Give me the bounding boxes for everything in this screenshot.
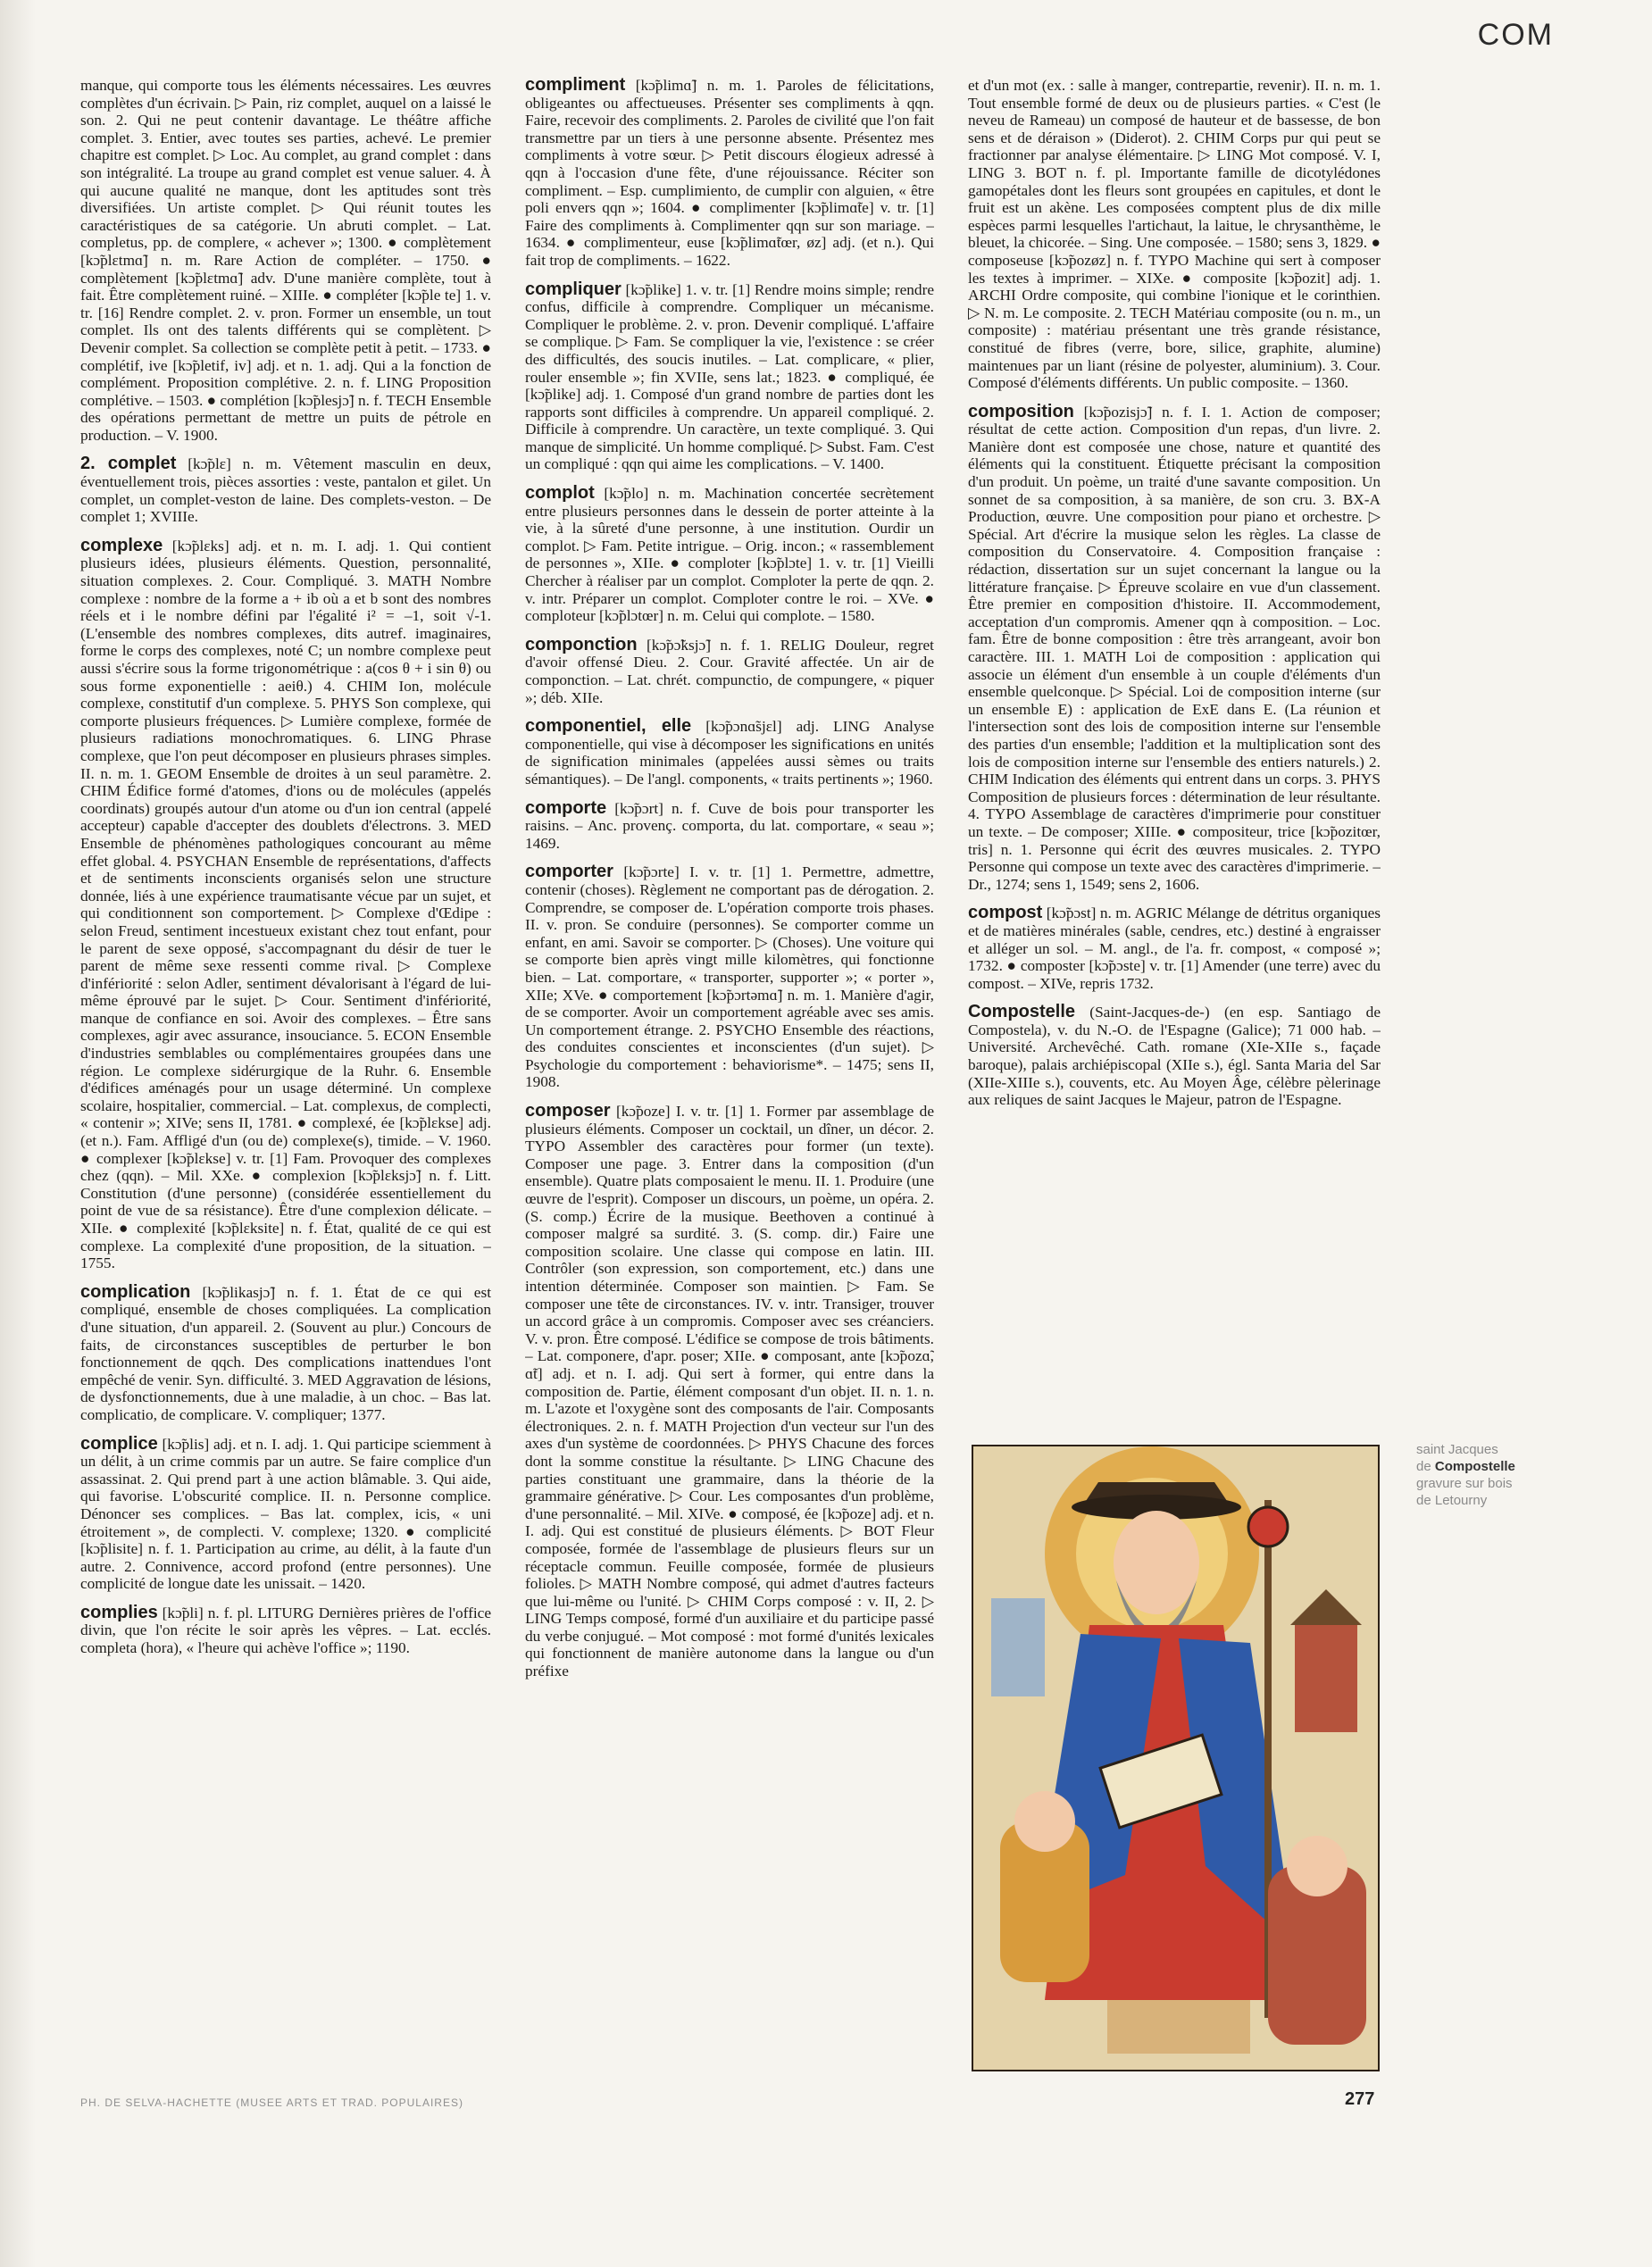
- entry-definition: [kɔ̃plikasjɔ̃] n. f. 1. État de ce qui est compliqué, ensemble de choses compliquées. La complication d'une situation, d'un appareil. 2. (Souvent au plur.) Concours de faits, de circonstances susceptibles de perturber le bon fonctionnement de qqch. Des complications inattendues l'ont empêché de venir. Syn. difficulté. 3. MED Aggravation de lésions, de dysfonctionnements, due à une maladie, à un choc. – Bas lat. complicatio, de complicare. V. compliquer; 1377.: [80, 1283, 491, 1423]
- dictionary-entry: [80, 455, 491, 525]
- caption-line-1: saint Jacques: [1416, 1442, 1498, 1457]
- dictionary-entry: [525, 634, 934, 706]
- entry-definition: [kɔ̃plimɑ̃] n. m. 1. Paroles de félicitations, obligeantes ou affectueuses. Présenter ses compliments à qqn. Faire, recevoir des compliments. 2. Paroles de civilité que l'on fait transmettre par un tiers à une personne absente. Présentez mes compliments à votre sœur. ▷ Petit discours élogieux adressé à qqn à l'occasion d'une fête, d'une réjouissance. Réciter son compliment. – Esp. cumplimiento, de cumplir con alguien, « être poli envers qqn »; 1604. ● complimenter [kɔ̃plimɑ̃te] v. tr. [1] Faire des compliments à. Complimenter qqn sur son mariage. – 1634. ● complimenteur, euse [kɔ̃plimɑ̃tœr, øz] adj. (et n.). Qui fait trop de compliments. – 1622.: [525, 77, 934, 269]
- dictionary-entry: [80, 1433, 491, 1593]
- entry-definition: [kɔ̃plɛks] adj. et n. m. I. adj. 1. Qui contient plusieurs idées, plusieurs éléments. Question, personnalité, situation complexes. 2. Cour. Compliqué. 3. MATH Nombre complexe : nombre de la forme a + ib où a et b sont des nombres réels et i le nombre défini par l'égalité i² = –1, soit √-1. (L'ensemble des nombres complexes, dits autref. imaginaires, forme le corps des complexes, noté C; un nombre complexe peut aussi s'écrire sous la forme trigonométrique : a(cos θ + i sin θ) ou sous forme exponentielle : aeiθ.) 4. CHIM Ion, molécule complexe, constitutif d'un complexe. 5. PHYS Son complexe, qui comporte plusieurs fréquences. ▷ Lumière complexe, formée de plusieurs radiations monochromatiques. 6. LING Phrase complexe, que l'on peut décomposer en plusieurs phrases simples. II. n. m. 1. GEOM Ensemble de droites à un seul paramètre. 2. CHIM Édifice formé d'atomes, d'ions ou de molécules (appelés coordinats) groupés autour d'un atome ou d'un ion central (appelé accepteur) capable d'accepter des doublets d'électrons. 3. MED Ensemble de phénomènes pathologiques concourant au même effet global. 4. PSYCHAN Ensemble de représentations, d'affects et de sentiments inconscients organisés selon une structure donnée, liés à une expérience traumatisante vécue par un sujet, et qui conditionnent son comportement. ▷ Complexe d'Œdipe : selon Freud, sentiment incestueux existant chez tout enfant, pour le parent de sexe opposé, s'accompagnant du désir de tuer le parent de même sexe ressenti comme rival. ▷ Complexe d'infériorité : selon Adler, sentiment dévalorisant à l'égard de lui-même éprouvé par le sujet. ▷ Cour. Sentiment d'infériorité, manque de confiance en soi. Avoir des complexes. – Être sans complexes, agir avec assurance, insouciance. 5. ECON Ensemble d'industries semblables ou complémentaires groupées dans une région. Le complexe sidérurgique de la Ruhr. 6. Ensemble d'édifices aménagés pour un usage déterminé. Un complexe scolaire, hospitalier, commercial. – Lat. complexus, de complecti, « contenir »; XIVe; sens II, 1781. ● complexé, ée [kɔ̃plɛkse] adj. (et n.). Fam. Affligé d'un (ou de) complexe(s), timide. – V. 1960. ● complexer [kɔ̃plɛkse] v. tr. [1] Fam. Provoquer des complexes chez (qqn). – Mil. XXe. ● complexion [kɔ̃plɛksjɔ̃] n. f. Litt. Constitution (d'une personne) (considérée essentiellement du point de vue de sa résistance). Être d'une complexion délicate. – XIIe. ● complexité [kɔ̃plɛksite] n. f. État, qualité de ce qui est complexe. La complexité d'une proposition, de la situation. – 1755.: [80, 537, 491, 1272]
- entry-definition: [kɔ̃plis] adj. et n. I. adj. 1. Qui participe sciemment à un délit, à un crime commis par un autre. Se faire complice d'un assassinat. 2. Qui prend part à une action blâmable. 3. Qui aide, qui favorise. L'obscurité complice. II. n. Personne complice. Dénoncer ses complices. – Bas lat. complex, icis, « uni étroitement », de complecti. V. complexe; 1320. ● complicité [kɔ̃plisite] n. f. 1. Participation au crime, au délit, à la faute d'un autre. 2. Connivence, accord profond (entre personnes). Une complicité de longue date les unissait. – 1420.: [80, 1435, 491, 1593]
- entry-headword: Compostelle: [968, 1002, 1076, 1022]
- illustration-caption: [1416, 1441, 1550, 1509]
- dictionary-entry: [968, 401, 1381, 894]
- entry-headword: compliquer: [525, 279, 622, 299]
- entry-headword: complies: [80, 1602, 158, 1622]
- entry-headword: comporter: [525, 862, 613, 882]
- entry-definition: [kɔ̃pɔst] n. m. AGRIC Mélange de détritus organiques et de matières minérales (sable, cendres, etc.) destiné à engraisser et alléger un sol. – M. angl., de l'a. fr. compost, « composé »; 1732. ● composter [kɔ̃pɔste] v. tr. [1] Amender (une terre) avec du compost. – XIVe, repris 1732.: [968, 904, 1381, 992]
- dictionary-entry: [525, 797, 934, 853]
- entry-headword: compliment: [525, 77, 626, 95]
- dictionary-entry: [968, 1004, 1381, 1109]
- dictionary-entry: [525, 863, 934, 1091]
- entry-headword: complication: [80, 1281, 191, 1302]
- entry-headword: componentiel, elle: [525, 716, 692, 737]
- dictionary-entry: [968, 904, 1381, 992]
- page-gutter-shadow: [0, 0, 36, 2267]
- text-column-2: [525, 77, 934, 2077]
- dictionary-entry: [525, 1103, 934, 1680]
- dictionary-entry: [525, 77, 934, 270]
- entry-headword: 2. complet: [80, 454, 177, 474]
- entry-definition: et d'un mot (ex. : salle à manger, contrepartie, revenir). II. n. m. 1. Tout ensemble formé de deux ou de plusieurs parties. « C'est (le neveu de Rameau) un composé de hauteur et de bassesse, de bon sens et de déraison » (Diderot). 2. CHIM Corps pur qui peut se fractionner par analyse élémentaire. ▷ LING Mot composé. V. I, LING 3. BOT n. f. pl. Importante famille de dicotylédones gamopétales dont les fleurs sont groupées en capitules, et dont le fruit est un akène. Les composées comptent plus de dix mille espèces parmi lesquelles l'artichaut, la laitue, le chrysanthème, le bleuet, la chicorée. – Sing. Une composée. – 1580; sens 3, 1829. ● composeuse [kɔ̃pozøz] n. f. TYPO Machine qui sert à composer les textes à imprimer. – XIXe. ● composite [kɔ̃pozit] adj. 1. ARCHI Ordre composite, qui combine l'ionique et le corinthien. ▷ N. m. Le composite. 2. TECH Matériau composite (ou n. m., un composite) : matériau présentant une très grande résistance, constitué de fibres (verre, bore, silice, graphite, alumine) maintenues par un liant (résine de polyester, aluminium). 3. Cour. Composé d'éléments différents. Un public composite. – 1360.: [968, 77, 1381, 392]
- entry-definition: [kɔ̃pɔrte] I. v. tr. [1] 1. Permettre, admettre, contenir (choses). Règlement ne comportant pas de dérogation. 2. Comprendre, se composer de. L'opération comporte trois phases. II. v. pron. Se conduire (personnes). Se comporter comme un enfant, en ami. Savoir se comporter. ▷ (Choses). Une voiture qui se comporte bien après vingt mille kilomètres, qui fonctionne bien. – Lat. comportare, « transporter, supporter »; « porter », XIIe; XVe. ● comportement [kɔ̃pɔrtəmɑ̃] n. m. 1. Manière d'agir, de se comporter. Avoir un comportement agréable avec ses amis. Un comportement étrange. 2. PSYCHO Ensemble des réactions, des conduites conscientes et inconscientes (d'un sujet). ▷ Psychologie du comportement : behaviorisme*. – 1475; sens II, 1908.: [525, 863, 934, 1091]
- caption-line-3: gravure sur bois: [1416, 1476, 1513, 1491]
- entry-headword: componction: [525, 634, 638, 654]
- dictionary-entry: [80, 77, 491, 444]
- entry-headword: complot: [525, 483, 595, 504]
- dictionary-entry: [525, 485, 934, 625]
- text-column-3: [968, 77, 1381, 1416]
- entry-headword: compost: [968, 903, 1043, 923]
- entry-headword: complice: [80, 1433, 158, 1454]
- entry-definition: [kɔ̃pɔ̃ksjɔ̃] n. f. 1. RELIG Douleur, regret d'avoir offensé Dieu. 2. Cour. Gravité affectée. Un air de componction. – Lat. chrét. compunctio, de compungere, « piquer »; déb. XIIe.: [525, 636, 934, 706]
- text-column-1: [80, 77, 491, 2077]
- dictionary-entry: [525, 718, 934, 788]
- entry-definition: [kɔ̃pozisjɔ̃] n. f. I. 1. Action de composer; résultat de cette action. Composition d'un repas, d'un livre. 2. Manière dont est composée une chose, nature et quantité des éléments qui la constituent. Étiquette précisant la composition d'un produit. Un poème, un traité d'une savante composition. Un sonnet de sa composition, à sa manière, de son cru. 3. BX-A Production, œuvre. Une composition pour piano et orchestre. ▷ Spécial. Art d'écrire la musique selon les règles. La classe de composition du Conservatoire. 4. Composition française : rédaction, dissertation sur un sujet concernant la langue ou la littérature française. ▷ Épreuve scolaire en vue d'un classement. Être premier en composition d'histoire. II. Accommodement, acceptation d'un compromis. Amener qqn à composition. – Loc. fam. Être de bonne composition : être très arrangeant, avoir bon caractère. III. 1. MATH Loi de composition : application qui associe un élément d'un ensemble à un couple d'éléments d'un ensemble quelconque. ▷ Spécial. Loi de composition interne (sur un ensemble E) : application de ExE dans E. (La réunion et l'intersection sont des lois de composition interne sur l'ensemble des parties d'un ensemble; l'addition et la multiplication sont des lois de composition interne sur l'ensemble des entiers naturels.) 2. CHIM Indication des éléments qui entrent dans un corps. 3. PHYS Composition de plusieurs forces : détermination de leur résultante. 4. TYPO Assemblage de caractères d'imprimerie pour constituer un texte. – De composer; XIIIe. ● compositeur, trice [kɔ̃pozitœr, tris] n. 1. Personne qui écrit des œuvres musicales. 2. TYPO Personne qui compose un texte avec des caractères d'imprimerie. – Dr., 1274; sens 1, 1549; sens 2, 1606.: [968, 403, 1381, 893]
- entry-definition: [kɔ̃pli] n. f. pl. LITURG Dernières prières de l'office divin, que l'on récite le soir après les vêpres. – Lat. ecclés. completa (hora), « l'heure qui achève l'office »; 1190.: [80, 1604, 491, 1657]
- dictionary-entry: [80, 1281, 491, 1424]
- page-number: 277: [1345, 2089, 1375, 2109]
- dictionary-entry: [525, 281, 934, 474]
- entry-definition: [kɔ̃plo] n. m. Machination concertée secrètement entre plusieurs personnes dans le dessein de porter atteinte à la vie, à la sûreté d'une personne, à une institution. Ourdir un complot. ▷ Fam. Petite intrigue. – Orig. incon.; « rassemblement de personnes », XIIe. ● comploter [kɔ̃plɔte] 1. v. tr. [1] Vieilli Chercher à réaliser par un complot. Comploter la perte de qqn. 2. v. intr. Préparer un complot. Comploter contre le roi. – XVe. ● comploteur [kɔ̃plɔtœr] n. m. Celui qui complote. – 1580.: [525, 485, 934, 625]
- dictionary-entry: [80, 535, 491, 1272]
- caption-line-2: de Compostelle: [1416, 1459, 1515, 1474]
- entry-definition: [kɔ̃poze] I. v. tr. [1] 1. Former par assemblage de plusieurs éléments. Composer un cocktail, un dîner, un décor. 2. TYPO Assembler des caractères pour former (un texte). Composer une page. 3. Entrer dans la composition (d'un ensemble). Quatre plats composaient le menu. II. 1. Produire (une œuvre de l'esprit). Composer un discours, un poème, un opéra. 2. (S. comp.) Écrire de la musique. Beethoven a continué à composer malgré sa surdité. 3. (S. comp. dir.) Faire une composition scolaire. Une classe qui compose en latin. III. Contrôler (son expression, son comportement, etc.) dans une intention déterminée. Composer son maintien. ▷ Fam. Se composer une tête de circonstances. IV. v. intr. Transiger, trouver un accord grâce à un compromis. Composer avec ses créanciers. V. v. pron. Être composé. L'édifice se compose de trois bâtiments. – Lat. componere, d'apr. poser; XIIe. ● composant, ante [kɔ̃pozɑ̃, ɑ̃t] adj. et n. I. adj. Qui sert à former, qui entre dans la composition de. Partie, élément composant d'un objet. II. n. 1. n. m. L'azote et l'oxygène sont des composants de l'air. Composants électroniques. 2. n. f. MATH Projection d'un vecteur sur l'un des axes d'un système de coordonnées. ▷ PHYS Chacune des forces dont la somme constitue la résultante. ▷ LING Chacune des parties constituant une grammaire, dans la théorie de la grammaire générative. ▷ Cour. Les composantes d'un problème, d'une personnalité. – Mil. XIVe. ● composé, ée [kɔ̃poze] adj. et n. I. adj. Qui est constitué de plusieurs éléments. ▷ BOT Fleur composée, formée de l'assemblage de plusieurs fleurs sur un réceptacle commun. Feuille composée, formée de plusieurs folioles. ▷ MATH Nombre composé, qui admet d'autres facteurs que lui-même ou l'unité. ▷ CHIM Corps composé : v. II, 2. ▷ LING Temps composé, formé d'un auxiliaire et du participe passé du verbe conjugué. – Mot composé : mot formé d'unités lexicales qui fonctionnent de manière autonome dans la langue ou d'un préfixe: [525, 1103, 934, 1680]
- entry-definition: (Saint-Jacques-de-) (en esp. Santiago de Compostela), v. du N.-O. de l'Espagne (Galice); 71 000 hab. – Université. Archevêché. Cath. romane (XIe-XIIe s., façade baroque), palais archiépiscopal (XIIe s.), égl. Santa Maria del Sar (XIIe-XIIIe s.), couvents, etc. Au Moyen Âge, célèbre pèlerinage aux reliques de saint Jacques le Majeur, patron de l'Espagne.: [968, 1004, 1381, 1109]
- entry-headword: composer: [525, 1101, 611, 1121]
- caption-line-4: de Letourny: [1416, 1493, 1488, 1508]
- entry-definition: [kɔ̃pɔrt] n. f. Cuve de bois pour transporter les raisins. – Anc. provenç. comporta, du lat. comportare, « seau »; 1469.: [525, 799, 934, 852]
- entry-definition: [kɔ̃plɛ] n. m. Vêtement masculin en deux, éventuellement trois, pièces assorties : veste, pantalon et gilet. Un complet, un complet-veston de laine. Des complets-veston. – De complet 1; XVIIIe.: [80, 455, 491, 526]
- photo-credit: PH. DE SELVA-HACHETTE (MUSEE ARTS ET TRAD. POPULAIRES): [80, 2096, 463, 2109]
- dictionary-entry: [968, 77, 1381, 392]
- entry-definition: [kɔ̃plike] 1. v. tr. [1] Rendre moins simple; rendre confus, difficile à comprendre. Compliquer un mécanisme. Compliquer le problème. 2. v. pron. Devenir compliqué. L'affaire se complique. ▷ Fam. Se compliquer la vie, l'existence : se créer des difficultés, des soucis inutiles. – Lat. complicare, « plier, rouler ensemble »; fin XVIIe, sens lat.; 1823. ● compliqué, ée [kɔ̃plike] adj. 1. Composé d'un grand nombre de parties dont les rapports sont difficiles à comprendre. Un appareil compliqué. 2. Difficile à comprendre. Un caractère, un texte compliqué. 3. Qui manque de simplicité. Un homme compliqué. ▷ Subst. Fam. C'est un compliqué : qqn qui aime les complications. – V. 1400.: [525, 280, 934, 473]
- entry-definition: manque, qui comporte tous les éléments nécessaires. Les œuvres complètes d'un écrivain. ▷ Pain, riz complet, auquel on a laissé le son. 2. Qui ne peut contenir davantage. Le théâtre affiche complet. 3. Entier, avec toutes ses parties, achevé. Le premier chapitre est complet. ▷ Loc. Au complet, au grand complet : dans son intégralité. La troupe au grand complet est venue saluer. 4. À qui aucune qualité ne manque, dont les aptitudes sont très diversifiées. Un artiste complet. ▷ Qui réunit toutes les caractéristiques de sa catégorie. Un abruti complet. – Lat. completus, pp. de complere, « achever »; 1300. ● complètement [kɔ̃plɛtmɑ̃] n. m. Rare Action de compléter. – 1750. ● complètement [kɔ̃plɛtmɑ̃] adv. D'une manière complète, tout à fait. Être complètement ruiné. – XIIIe. ● compléter [kɔ̃ple te] 1. v. tr. [16] Rendre complet. 2. v. pron. Former un ensemble, un tout complet. Ils ont des talents différents qui se complètent. ▷ Devenir complet. Sa collection se complète petit à petit. – 1733. ● complétif, ive [kɔ̃pletif, iv] adj. et n. 1. adj. Qui a la fonction de complément. Proposition complétive. 2. n. f. LING Proposition complétive. – 1503. ● complétion [kɔ̃plesjɔ̃] n. f. TECH Ensemble des opérations permettant de mettre un puits de pétrole en production. – V. 1900.: [80, 77, 491, 444]
- entry-headword: complexe: [80, 535, 163, 555]
- woodcut-svg: [973, 1446, 1378, 2070]
- entry-definition: [kɔ̃pɔnɑ̃sjɛl] adj. LING Analyse componentielle, qui vise à décomposer les significations en unités de signification minimales (appelées aussi sèmes ou traits sémantiques). – De l'angl. components, « traits pertinents »; 1960.: [525, 718, 934, 788]
- dictionary-entry: [80, 1604, 491, 1657]
- running-head: COM: [1477, 18, 1554, 52]
- saint-jacques-woodcut-illustration: [972, 1445, 1380, 2071]
- entry-headword: comporte: [525, 797, 607, 818]
- entry-headword: composition: [968, 401, 1074, 421]
